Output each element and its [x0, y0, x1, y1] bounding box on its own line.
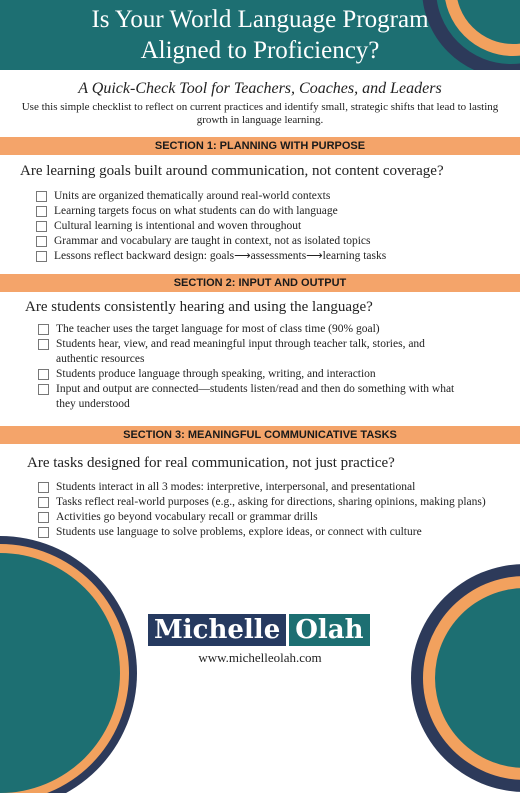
- checkbox[interactable]: [36, 191, 47, 202]
- checklist-item: [36, 189, 506, 204]
- checkbox[interactable]: [36, 206, 47, 217]
- checklist-item-label: Tasks reflect real-world purposes (e.g., asking for directions, sharing opinions, making plans): [56, 496, 486, 508]
- title-line-2: Aligned to Proficiency?: [140, 37, 380, 64]
- section-2-question: Are students consistently hearing and using the language?: [25, 299, 373, 315]
- checklist-item: [38, 382, 463, 412]
- checkbox[interactable]: [38, 324, 49, 335]
- section-3-question: Are tasks designed for real communication, not just practice?: [27, 455, 395, 471]
- checkbox[interactable]: [38, 369, 49, 380]
- checklist-item: [38, 510, 500, 525]
- section-1-checklist: [36, 189, 506, 264]
- checklist-item: [36, 249, 506, 264]
- checkbox[interactable]: [38, 497, 49, 508]
- subtitle: A Quick-Check Tool for Teachers, Coaches, and Leaders: [78, 80, 442, 97]
- checklist-item: [36, 204, 506, 219]
- section-3-heading: SECTION 3: MEANINGFUL COMMUNICATIVE TASKS: [0, 426, 520, 444]
- checklist-item-label: Students use language to solve problems, explore ideas, or connect with culture: [56, 526, 422, 538]
- checklist-item: [36, 219, 506, 234]
- brand-logo: [148, 614, 370, 646]
- intro-text: Use this simple checklist to reflect on current practices and identify small, strategic shifts that lead to lasting growth in language learning.: [21, 101, 499, 126]
- checklist-item-label: Lessons reflect backward design: goals⟶assessments⟶learning tasks: [54, 250, 387, 262]
- decorative-corner-bottom-right: [435, 588, 520, 768]
- checklist-item-label: Students produce language through speaking, writing, and interaction: [56, 368, 376, 380]
- section-2-heading: SECTION 2: INPUT AND OUTPUT: [0, 274, 520, 292]
- checklist-item-label: Input and output are connected—students listen/read and then do something with what they understood: [56, 383, 455, 410]
- checklist-item-label: Learning targets focus on what students can do with language: [54, 205, 338, 217]
- title-line-1: Is Your World Language Program: [91, 6, 429, 33]
- checklist-item: [38, 480, 500, 495]
- checklist-item-label: Students interact in all 3 modes: interpretive, interpersonal, and presentational: [56, 481, 416, 493]
- checklist-item-label: Activities go beyond vocabulary recall or grammar drills: [56, 511, 318, 523]
- checklist-item: [38, 322, 463, 337]
- checklist-item: [38, 495, 500, 510]
- checkbox[interactable]: [38, 512, 49, 523]
- logo-first-name: Michelle: [148, 614, 286, 646]
- checklist-item-label: Grammar and vocabulary are taught in context, not as isolated topics: [54, 235, 371, 247]
- checklist-item: [38, 337, 463, 367]
- checkbox[interactable]: [38, 384, 49, 395]
- checkbox[interactable]: [36, 236, 47, 247]
- page-title: [0, 4, 520, 66]
- section-1-question: Are learning goals built around communication, not content coverage?: [20, 163, 444, 179]
- decorative-corner-bottom-left: [0, 553, 120, 793]
- checklist-item: [36, 234, 506, 249]
- website-link[interactable]: www.michelleolah.com: [198, 650, 322, 665]
- checkbox[interactable]: [36, 251, 47, 262]
- checklist-item: [38, 525, 500, 540]
- section-1-heading: SECTION 1: PLANNING WITH PURPOSE: [0, 137, 520, 155]
- checkbox[interactable]: [38, 527, 49, 538]
- checkbox[interactable]: [38, 339, 49, 350]
- section-3-checklist: [38, 480, 500, 540]
- checklist-item-label: Cultural learning is intentional and woven throughout: [54, 220, 302, 232]
- logo-last-name: Olah: [289, 614, 369, 646]
- checkbox[interactable]: [38, 482, 49, 493]
- checkbox[interactable]: [36, 221, 47, 232]
- header-banner: [0, 0, 520, 70]
- checklist-item-label: Students hear, view, and read meaningful input through teacher talk, stories, and authentic resources: [56, 338, 425, 365]
- checklist-item-label: Units are organized thematically around real-world contexts: [54, 190, 331, 202]
- checklist-item: [38, 367, 463, 382]
- checklist-item-label: The teacher uses the target language for most of class time (90% goal): [56, 323, 380, 335]
- section-2-checklist: [38, 322, 463, 412]
